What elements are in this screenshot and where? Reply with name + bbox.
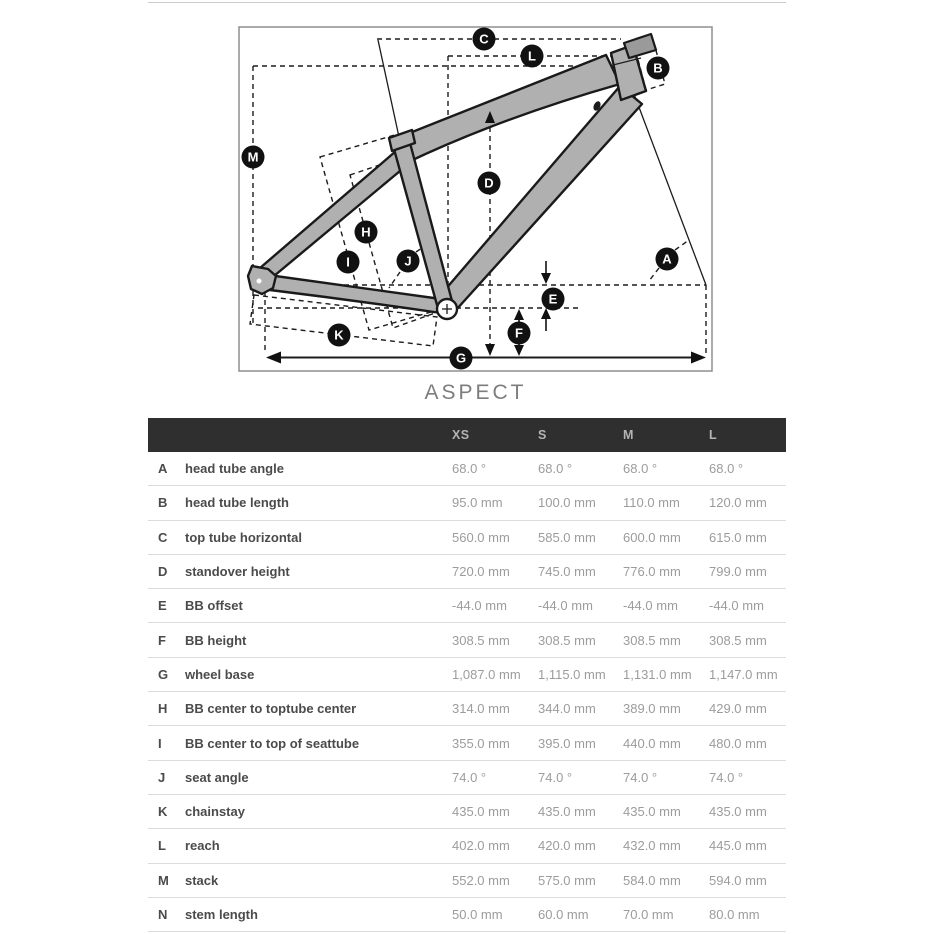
row-value-l: 445.0 mm bbox=[709, 838, 767, 854]
row-value-xs: 435.0 mm bbox=[452, 804, 510, 820]
row-key: M bbox=[158, 872, 169, 888]
row-value-m: 600.0 mm bbox=[623, 529, 681, 545]
row-value-m: -44.0 mm bbox=[623, 598, 678, 614]
row-name: BB height bbox=[185, 632, 247, 648]
row-value-xs: 308.5 mm bbox=[452, 632, 510, 648]
table-row-M bbox=[148, 864, 786, 898]
row-value-s: 420.0 mm bbox=[538, 838, 596, 854]
row-value-m: 389.0 mm bbox=[623, 701, 681, 717]
svg-text:K: K bbox=[334, 327, 344, 343]
table-row-N bbox=[148, 898, 786, 932]
diagram-label-D bbox=[478, 172, 501, 195]
table-row-A bbox=[148, 452, 786, 486]
svg-text:L: L bbox=[528, 48, 536, 64]
row-value-s: -44.0 mm bbox=[538, 598, 593, 614]
row-name: stem length bbox=[185, 907, 258, 922]
row-value-s: 585.0 mm bbox=[538, 529, 596, 545]
svg-text:F: F bbox=[515, 325, 523, 341]
row-value-xs: -44.0 mm bbox=[452, 598, 507, 614]
diagram-label-K bbox=[328, 324, 351, 347]
page-title: ASPECT bbox=[424, 381, 527, 404]
table-row-I bbox=[148, 726, 786, 760]
geometry-table-body bbox=[148, 452, 786, 932]
column-header-m: M bbox=[623, 428, 634, 442]
row-name: chainstay bbox=[185, 804, 245, 820]
table-row-D bbox=[148, 555, 786, 589]
column-header-xs: XS bbox=[452, 428, 470, 442]
diagram-label-G bbox=[450, 347, 473, 370]
row-key: B bbox=[158, 495, 168, 511]
column-header-s: S bbox=[538, 428, 547, 442]
row-key: H bbox=[158, 701, 168, 717]
row-value-xs: 552.0 mm bbox=[452, 872, 510, 888]
diagram-label-F bbox=[508, 322, 531, 345]
table-row-J bbox=[148, 761, 786, 795]
row-value-xs: 355.0 mm bbox=[452, 735, 510, 751]
row-value-xs: 74.0 ° bbox=[452, 769, 487, 785]
row-value-s: 344.0 mm bbox=[538, 701, 596, 717]
row-value-xs: 1,087.0 mm bbox=[452, 666, 521, 682]
table-header-row bbox=[148, 418, 786, 452]
row-key: G bbox=[158, 666, 169, 682]
row-value-l: 80.0 mm bbox=[709, 907, 760, 922]
row-value-xs: 314.0 mm bbox=[452, 701, 510, 717]
row-name: head tube length bbox=[185, 495, 289, 511]
row-value-xs: 68.0 ° bbox=[452, 461, 487, 477]
row-name: standover height bbox=[185, 564, 290, 580]
row-value-xs: 560.0 mm bbox=[452, 529, 510, 545]
row-name: reach bbox=[185, 838, 220, 854]
row-key: F bbox=[158, 632, 166, 648]
row-key: N bbox=[158, 907, 168, 922]
bike-frame-diagram-svg bbox=[238, 26, 713, 373]
diagram-label-E bbox=[542, 288, 565, 311]
row-value-l: 429.0 mm bbox=[709, 701, 767, 717]
row-value-l: 1,147.0 mm bbox=[709, 666, 778, 682]
row-value-s: 68.0 ° bbox=[538, 461, 573, 477]
row-key: A bbox=[158, 461, 168, 477]
row-value-s: 308.5 mm bbox=[538, 632, 596, 648]
row-value-l: 120.0 mm bbox=[709, 495, 767, 511]
table-row-C bbox=[148, 521, 786, 555]
column-header-l: L bbox=[709, 428, 718, 442]
svg-text:E: E bbox=[548, 291, 558, 307]
row-name: BB center to toptube center bbox=[185, 701, 357, 717]
svg-text:J: J bbox=[404, 253, 412, 269]
geometry-table bbox=[148, 418, 786, 932]
row-value-l: 435.0 mm bbox=[709, 804, 767, 820]
row-value-l: 74.0 ° bbox=[709, 769, 744, 785]
row-value-s: 745.0 mm bbox=[538, 564, 596, 580]
row-value-s: 395.0 mm bbox=[538, 735, 596, 751]
row-value-xs: 720.0 mm bbox=[452, 564, 510, 580]
svg-text:D: D bbox=[484, 175, 494, 191]
svg-text:B: B bbox=[653, 60, 663, 76]
row-name: seat angle bbox=[185, 769, 249, 785]
row-name: head tube angle bbox=[185, 461, 284, 477]
row-key: E bbox=[158, 598, 167, 614]
table-row-E bbox=[148, 589, 786, 623]
row-value-m: 1,131.0 mm bbox=[623, 666, 692, 682]
row-value-xs: 402.0 mm bbox=[452, 838, 510, 854]
top-divider-rule bbox=[148, 2, 786, 3]
row-value-xs: 50.0 mm bbox=[452, 907, 503, 922]
diagram-label-H bbox=[355, 221, 378, 244]
diagram-label-J bbox=[397, 250, 420, 273]
diagram-label-C bbox=[473, 28, 496, 51]
row-value-l: 615.0 mm bbox=[709, 529, 767, 545]
row-value-l: 480.0 mm bbox=[709, 735, 767, 751]
svg-text:C: C bbox=[479, 31, 489, 47]
row-value-s: 575.0 mm bbox=[538, 872, 596, 888]
dropout-slot bbox=[257, 279, 262, 284]
svg-text:I: I bbox=[346, 254, 350, 270]
row-value-m: 584.0 mm bbox=[623, 872, 681, 888]
row-name: top tube horizontal bbox=[185, 529, 302, 545]
table-row-F bbox=[148, 623, 786, 657]
diagram-label-L bbox=[521, 45, 544, 68]
row-value-xs: 95.0 mm bbox=[452, 495, 503, 511]
row-value-l: 799.0 mm bbox=[709, 564, 767, 580]
row-value-m: 74.0 ° bbox=[623, 769, 658, 785]
diagram-label-B bbox=[647, 57, 670, 80]
row-key: J bbox=[158, 769, 166, 785]
diagram-label-I bbox=[337, 251, 360, 274]
row-value-l: -44.0 mm bbox=[709, 598, 764, 614]
svg-text:M: M bbox=[247, 149, 259, 165]
diagram-label-A bbox=[656, 248, 679, 271]
row-key: D bbox=[158, 564, 168, 580]
table-row-B bbox=[148, 486, 786, 520]
svg-text:H: H bbox=[361, 224, 371, 240]
row-key: L bbox=[158, 838, 166, 854]
table-row-H bbox=[148, 692, 786, 726]
row-value-l: 68.0 ° bbox=[709, 461, 744, 477]
row-value-m: 776.0 mm bbox=[623, 564, 681, 580]
svg-text:G: G bbox=[455, 350, 467, 366]
geometry-diagram bbox=[238, 26, 713, 373]
row-value-s: 74.0 ° bbox=[538, 769, 573, 785]
row-name: BB offset bbox=[185, 598, 243, 614]
row-value-m: 68.0 ° bbox=[623, 461, 658, 477]
row-value-l: 308.5 mm bbox=[709, 632, 767, 648]
row-name: stack bbox=[185, 872, 219, 888]
table-row-L bbox=[148, 829, 786, 863]
row-value-m: 110.0 mm bbox=[623, 495, 680, 511]
row-value-m: 435.0 mm bbox=[623, 804, 681, 820]
row-value-l: 594.0 mm bbox=[709, 872, 767, 888]
row-value-m: 432.0 mm bbox=[623, 838, 681, 854]
row-name: BB center to top of seattube bbox=[185, 735, 360, 751]
row-value-m: 440.0 mm bbox=[623, 735, 681, 751]
row-key: K bbox=[158, 804, 168, 820]
row-value-s: 435.0 mm bbox=[538, 804, 596, 820]
row-value-s: 1,115.0 mm bbox=[538, 666, 606, 682]
row-value-m: 70.0 mm bbox=[623, 907, 674, 922]
svg-text:A: A bbox=[662, 251, 672, 267]
row-key: C bbox=[158, 529, 168, 545]
row-value-m: 308.5 mm bbox=[623, 632, 681, 648]
row-value-s: 100.0 mm bbox=[538, 495, 596, 511]
diagram-label-M bbox=[242, 146, 265, 169]
row-value-s: 60.0 mm bbox=[538, 907, 589, 922]
table-row-G bbox=[148, 658, 786, 692]
row-key: I bbox=[158, 735, 162, 751]
table-row-K bbox=[148, 795, 786, 829]
row-name: wheel base bbox=[185, 666, 255, 682]
